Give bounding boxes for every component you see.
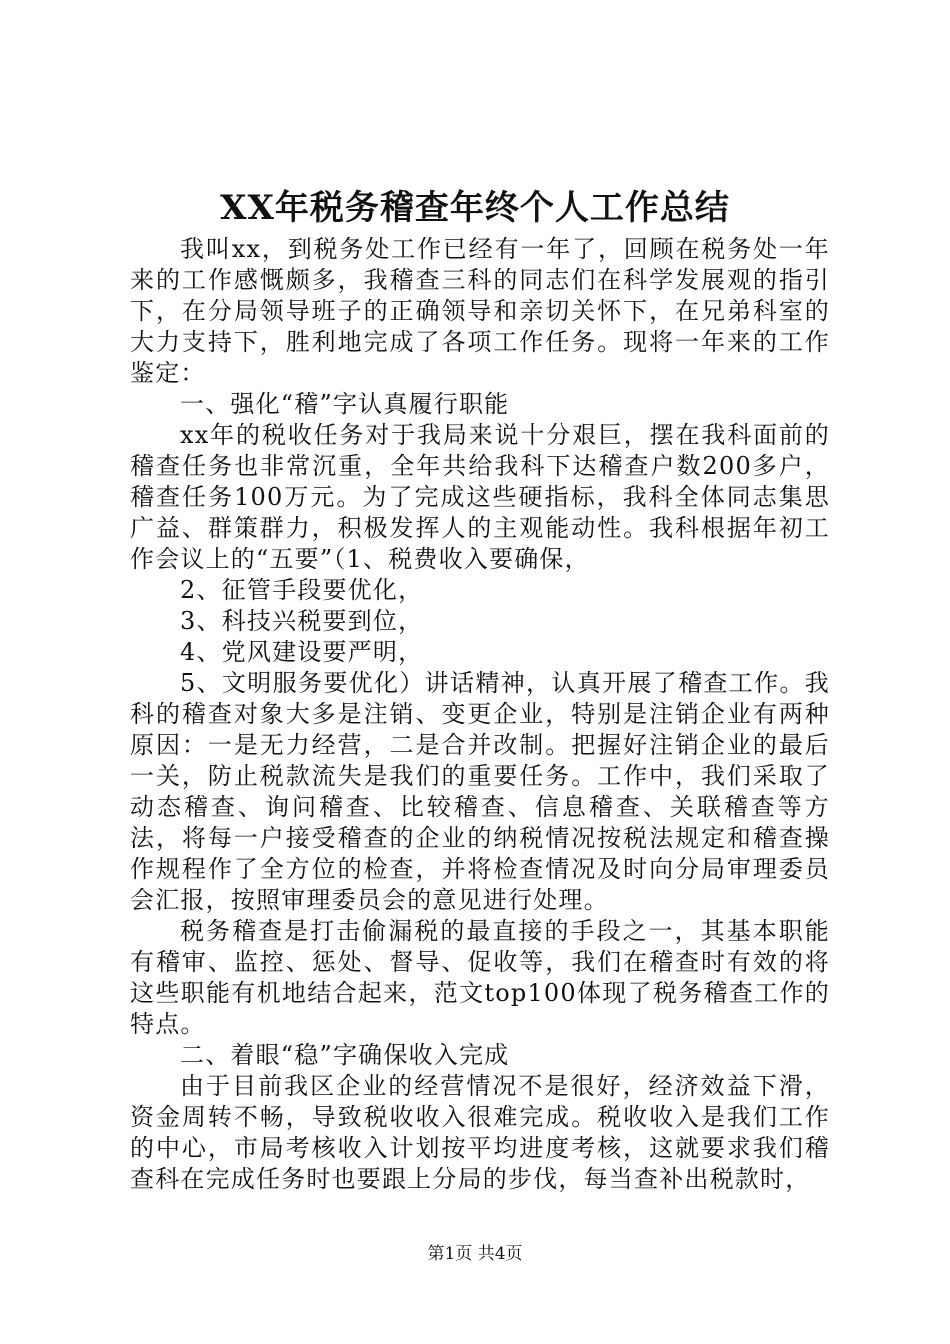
- list-item-4: 4、党风建设要严明，: [180, 638, 424, 666]
- paragraph-functions: 税务稽查是打击偷漏税的最直接的手段之一，其基本职能有稽审、监控、惩处、督导、促收等，我们在稽查时有效的将这些职能有机地结合起来，范文top100体现了税务稽查工作的特点。: [130, 917, 830, 1038]
- document-title: XX年税务稽查年终个人工作总结: [220, 188, 730, 228]
- list-item-2: 2、征管手段要优化，: [180, 576, 424, 604]
- paragraph-revenue: 由于目前我区企业的经营情况不是很好，经济效益下滑，资金周转不畅，导致税收收入很难完成。税收收入是我们工作的中心，市局考核收入计划按平均进度考核，这就要求我们稽查科在完成任务时也要跟上分局的步伐，每当查补出税款时，: [130, 1072, 830, 1193]
- section-heading-2: 二、着眼“稳”字确保收入完成: [180, 1041, 510, 1069]
- page-footer: 第1页 共4页: [427, 1244, 523, 1264]
- document-body: [130, 234, 830, 1195]
- list-item-5: 5、文明服务要优化）讲话精神，认真开展了稽查工作。我科的稽查对象大多是注销、变更企业，特别是注销企业有两种原因：一是无力经营，二是合并改制。把握好注销企业的最后一关，防止税款流失是我们的重要任务。工作中，我们采取了动态稽查、询问稽查、比较稽查、信息稽查、关联稽查等方法，将每一户接受稽查的企业的纳税情况按税法规定和稽查操作规程作了全方位的检查，并将检查情况及时向分局审理委员会汇报，按照审理委员会的意见进行处理。: [130, 669, 830, 914]
- paragraph-tasks: xx年的税收任务对于我局来说十分艰巨，摆在我科面前的稽查任务也非常沉重，全年共给我科下达稽查户数200多户，稽查任务100万元。为了完成这些硬指标，我科全体同志集思广益、群策群力，积极发挥人的主观能动性。我科根据年初工作会议上的“五要”（1、税费收入要确保，: [130, 421, 830, 573]
- section-heading-1: 一、强化“稽”字认真履行职能: [180, 390, 510, 418]
- paragraph-intro: 我叫xx，到税务处工作已经有一年了，回顾在税务处一年来的工作感慨颇多，我稽查三科的同志们在科学发展观的指引下，在分局领导班子的正确领导和亲切关怀下，在兄弟科室的大力支持下，胜利地完成了各项工作任务。现将一年来的工作鉴定：: [130, 235, 830, 387]
- list-item-3: 3、科技兴税要到位，: [180, 607, 424, 635]
